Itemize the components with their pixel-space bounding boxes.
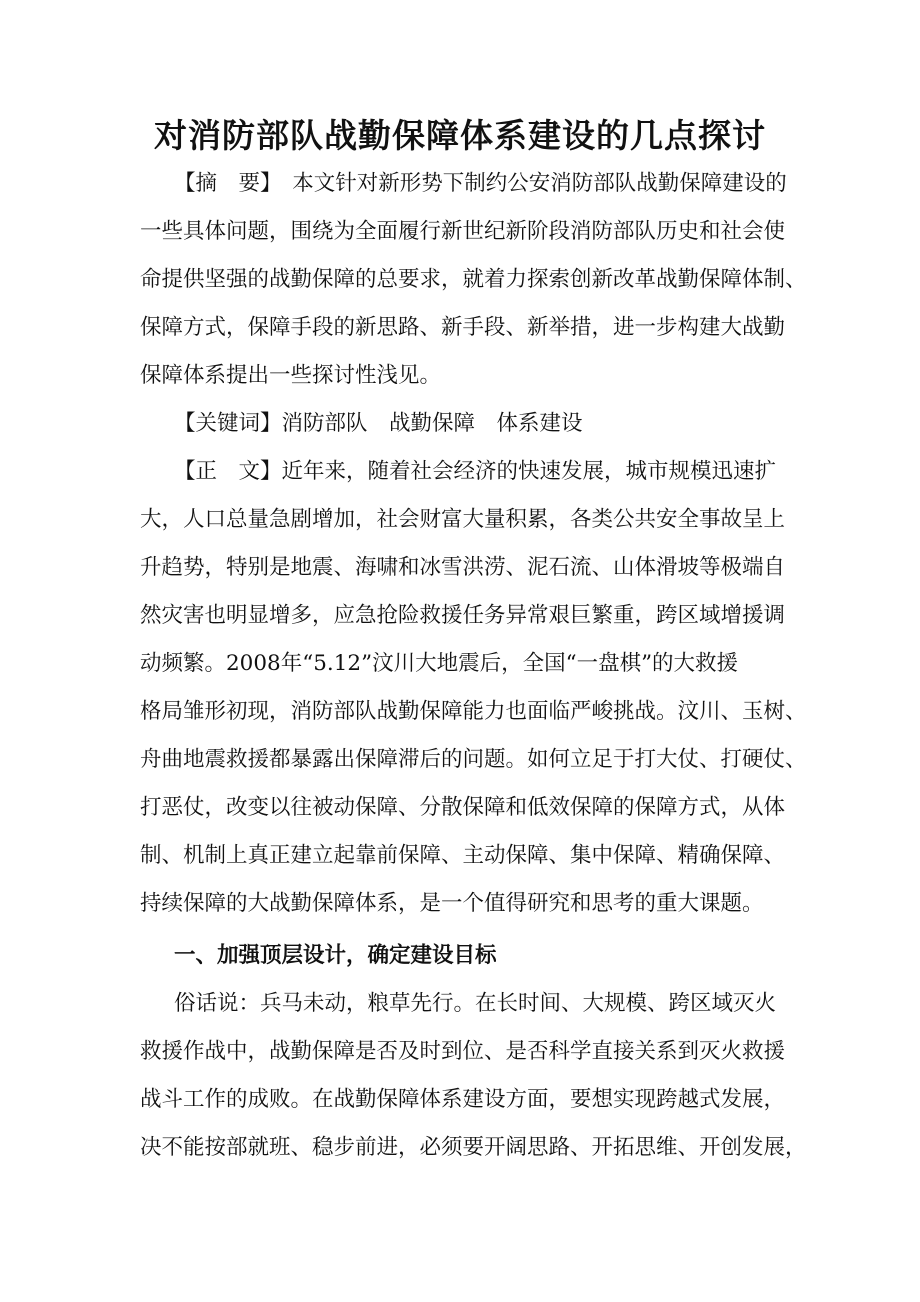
body-line: 制、机制上真正建立起靠前保障、主动保障、集中保障、精确保障、 xyxy=(140,843,786,868)
section-line: 俗话说：兵马未动，粮草先行。在长时间、大规模、跨区域灭火 xyxy=(174,991,777,1016)
section-line: 战斗工作的成败。在战勤保障体系建设方面，要想实现跨越式发展， xyxy=(140,1087,786,1112)
abstract-line: 保障体系提出一些探讨性浅见。 xyxy=(140,363,442,388)
body-line: 打恶仗，改变以往被动保障、分散保障和低效保障的保障方式，从体 xyxy=(140,795,786,820)
keywords-line: 【关键词】消防部队 战勤保障 体系建设 xyxy=(174,411,583,436)
body-line: 持续保障的大战勤保障体系，是一个值得研究和思考的重大课题。 xyxy=(140,891,764,916)
keywords-paragraph xyxy=(140,400,790,448)
body-line: 动频繁。2008年“5.12”汶川大地震后，全国“一盘棋”的大救援 xyxy=(140,651,739,676)
section-paragraph xyxy=(140,980,807,1172)
body-line: 【正 文】近年来，随着社会经济的快速发展，城市规模迅速扩 xyxy=(174,459,777,484)
abstract-line: 一些具体问题，围绕为全面履行新世纪新阶段消防部队历史和社会使 xyxy=(140,219,786,244)
section-line: 救援作战中，战勤保障是否及时到位、是否科学直接关系到灭火救援 xyxy=(140,1039,786,1064)
body-paragraph xyxy=(140,448,807,928)
section-line: 决不能按部就班、稳步前进，必须要开阔思路、开拓思维、开创发展， xyxy=(140,1135,807,1160)
body-line: 格局雏形初现，消防部队战勤保障能力也面临严峻挑战。汶川、玉树、 xyxy=(140,699,807,724)
abstract-line: 保障方式，保障手段的新思路、新手段、新举措，进一步构建大战勤 xyxy=(140,315,786,340)
section-heading: 一、加强顶层设计，确定建设目标 xyxy=(174,943,497,968)
section-heading-block xyxy=(140,932,790,980)
body-line: 然灾害也明显增多，应急抢险救援任务异常艰巨繁重，跨区域增援调 xyxy=(140,603,786,628)
body-line: 大，人口总量急剧增加，社会财富大量积累，各类公共安全事故呈上 xyxy=(140,507,786,532)
body-line: 舟曲地震救援都暴露出保障滞后的问题。如何立足于打大仗、打硬仗、 xyxy=(140,747,807,772)
body-line: 升趋势，特别是地震、海啸和冰雪洪涝、泥石流、山体滑坡等极端自 xyxy=(140,555,786,580)
abstract-line: 命提供坚强的战勤保障的总要求，就着力探索创新改革战勤保障体制、 xyxy=(140,267,807,292)
abstract-line: 【摘 要】 本文针对新形势下制约公安消防部队战勤保障建设的 xyxy=(174,171,787,196)
document-title: 对消防部队战勤保障体系建设的几点探讨 xyxy=(154,116,766,155)
abstract-paragraph xyxy=(140,160,807,400)
